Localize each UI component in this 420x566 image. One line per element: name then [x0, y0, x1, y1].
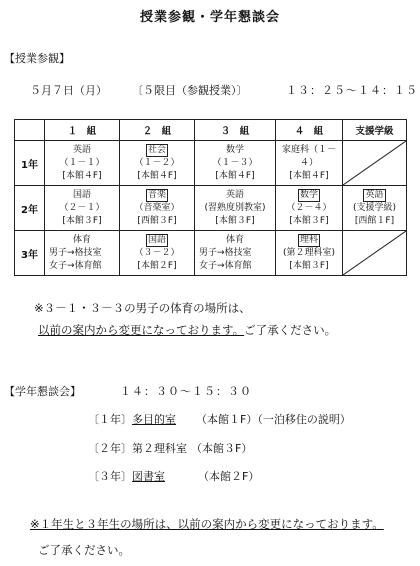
table-row: [15, 141, 407, 186]
grade-label: 2年: [15, 186, 45, 231]
header-class-3: ３ 組: [195, 120, 276, 141]
table-cell: 体育 男子→格技室 女子→体育館: [195, 231, 276, 276]
table-cell: 国語 （２－１） [本館３F]: [45, 186, 120, 231]
table-cell: 理科 (第２理科室) [本館３F]: [276, 231, 343, 276]
table-cell: 数学 （２－４） [本館３F]: [276, 186, 343, 231]
table-cell: 家庭科（１－ ４） [本館４F]: [276, 141, 343, 186]
visit-date: ５月７日（月）: [30, 84, 107, 97]
meeting-time: １４：３０～１５：３０: [120, 385, 252, 398]
table-header-row: [15, 120, 407, 141]
header-support: 支援学級: [343, 120, 407, 141]
table-cell: 数学 （１－３） [本館４F]: [195, 141, 276, 186]
table-cell: 国語 （３－２） [本館２F]: [120, 231, 195, 276]
page-title: 授業参観・学年懇談会: [139, 10, 280, 25]
header-class-2: ２ 組: [120, 120, 195, 141]
note1-line1: ※３－１・３－３の男子の体育の場所は、: [34, 301, 251, 315]
empty-cell: [343, 141, 407, 186]
table-cell: 音楽 （音楽室） [西館３F]: [120, 186, 195, 231]
meeting-heading: 【学年懇談会】: [4, 385, 81, 398]
table-cell: 社会 （１－２） [本館４F]: [120, 141, 195, 186]
note1-changed: 以前の案内から変更になっております。: [38, 323, 245, 337]
table-cell: 体育 男子→格技室 女子→体育館: [45, 231, 120, 276]
table-cell: 英語 (習熟度別教室) [本館３F]: [195, 186, 276, 231]
schedule-table: [14, 119, 407, 276]
visit-period: 〔５限目（参観授業）〕: [132, 84, 248, 97]
empty-cell: [343, 231, 407, 276]
header-class-4: ４ 組: [276, 120, 343, 141]
meeting-item-1: 〔１年〕多目的室 （本館１F）（一泊移住の説明）: [88, 413, 351, 426]
note2-line2: ご了承ください。: [38, 543, 130, 557]
header-corner: [15, 120, 45, 141]
table-cell: 英語 (支援学級) [西館１F]: [343, 186, 407, 231]
header-class-1: １ 組: [45, 120, 120, 141]
table-row: [15, 231, 407, 276]
table-row: [15, 186, 407, 231]
visit-time: １３：２５～１４：１５: [286, 84, 418, 97]
grade-label: 1年: [15, 141, 45, 186]
visit-heading: 【授業参観】: [4, 52, 70, 65]
note2-line1: ※１年生と３年生の場所は、以前の案内から変更になっております。: [30, 517, 384, 531]
meeting-item-3: 〔３年〕図書室 （本館２F）: [88, 470, 260, 483]
meeting-item-2: 〔２年〕第２理科室 （本館３F）: [88, 442, 253, 455]
grade-label: 3年: [15, 231, 45, 276]
note1-apology: ご了承ください。: [244, 323, 337, 337]
table-cell: 英語 （１－１） [本館４F]: [45, 141, 120, 186]
note1-line2: [38, 322, 336, 338]
